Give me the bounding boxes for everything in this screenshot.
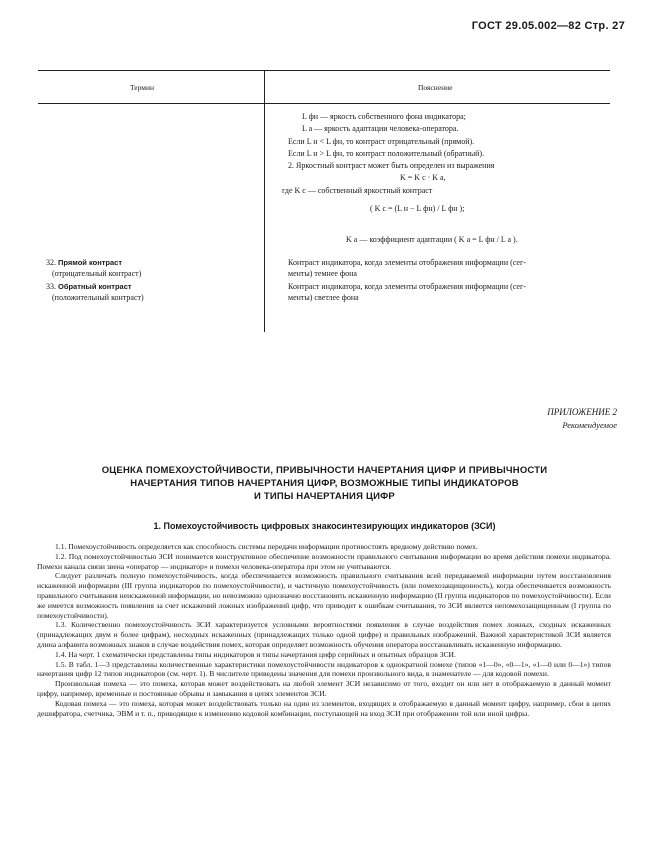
paragraph: 1.3. Количественно помехоустойчивость ЗСИ характеризуется условными вероятностями появления в случае воздействия помех ложных, сходных искаженных (принадлежащих двум и более цифрам), несходных искаженных (принадлежащих только одной цифре) и правильных изображений. Важной характеристикой ЗСИ является длина алфавита возможных знаков в случае воздействия помех, которая определяет возможность обучения оператора восстанавливать искаженную информацию. (37, 620, 611, 649)
def-32-line2: менты) темнее фона (288, 269, 357, 278)
title-line: НАЧЕРТАНИЯ ТИПОВ НАЧЕРТАНИЯ ЦИФР, ВОЗМОЖНЫЕ ТИПЫ ИНДИКАТОРОВ (130, 478, 519, 489)
appendix-title (40, 464, 609, 503)
table-top-rule (38, 70, 610, 71)
def-line: L а — яркость адаптации человека-оператора. (302, 124, 459, 133)
appendix-note: Рекомендуемое (562, 420, 617, 430)
paragraph: 1.1. Помехоустойчивость определяется как способность системы передачи информации противостоять вредному действию помех. (55, 542, 478, 551)
def-32-line1: Контраст индикатора, когда элементы отображения информации (сег- (288, 258, 526, 267)
def-line: где K с — собственный яркостный контраст (282, 186, 433, 195)
def-line: Если L н < L фн, то контраст отрицательный (прямой). (288, 137, 475, 146)
term-name: Обратный контраст (58, 282, 132, 291)
column-header-explanation: Пояснение (418, 83, 453, 92)
table-head-rule (38, 103, 610, 104)
def-33-line1: Контраст индикатора, когда элементы отображения информации (сег- (288, 282, 526, 291)
title-line: ОЦЕНКА ПОМЕХОУСТОЙЧИВОСТИ, ПРИВЫЧНОСТИ НАЧЕРТАНИЯ ЦИФР И ПРИВЫЧНОСТИ (101, 465, 548, 476)
section-heading: 1. Помехоустойчивость цифровых знакосинтезирующих индикаторов (ЗСИ) (153, 521, 496, 531)
term-33 (46, 282, 144, 303)
paragraph: Произвольная помеха — это помеха, которая может воздействовать на любой элемент ЗСИ независимо от того, входит он или нет в отображаемую в данный момент цифру, например, временные и постоянные обрывы и замыкания в цепях элементов ЗСИ. (37, 679, 611, 698)
paragraph: 1.4. На черт. 1 схематически представлены типы индикаторов и типы начертания цифр серийных и опытных образцов ЗСИ. (55, 649, 456, 659)
table-column-divider (264, 70, 265, 332)
contrast-formula: ( K с = (L н − L фн) / L фн ); (370, 204, 465, 213)
paragraph: Кодовая помеха — это помеха, которая может воздействовать только на один из элементов, входящих в отображаемую в данный момент цифру, например, сбои в цепях дешифратора, счетчика, ЭВМ и т. п., приводящие к изменению кодовой комбинации, поступающей на вход ЗСИ при отображении той или иной цифры. (37, 698, 611, 718)
def-line: Если L н > L фн, то контраст положительный (обратный). (288, 149, 485, 158)
term-alt: (положительный контраст) (52, 292, 144, 302)
term-number: 32. (46, 258, 56, 267)
def-line: K = K с · K а, (400, 173, 446, 182)
paragraph: 1.2. Под помехоустойчивостью ЗСИ понимается конструктивное обеспечение возможности правильного считывания информации во время действия помехи индикатора. Помехи канала связи звена «оператор — индикатор» и помехи человека-оператора при этом не учитываются. (37, 551, 611, 571)
def-line: 2. Яркостный контраст может быть определен из выражения (288, 161, 495, 170)
term-alt: (отрицательный контраст) (52, 268, 142, 278)
paragraph: 1.5. В табл. 1—3 представлены количественные характеристики помехоустойчивости индикаторов к однократной помехе (типов «1—0», «0—1», «1—0 или 0—1») типов начертания цифр 12 типов индикаторов (см. черт. 1). В числителе приведены значения для помехи произвольного вида, в знаменателе — для кодовой помехи. (37, 659, 611, 679)
adaptation-formula: K а — коэффициент адаптации ( K а = L фн / L а ). (346, 235, 518, 244)
page-header: ГОСТ 29.05.002—82 Стр. 27 (471, 20, 625, 32)
paragraph: Следует различать полную помехоустойчивость, когда обеспечивается возможность правильного считывания всей передаваемой информации путем восстановления искаженной информации (III группа индикаторов по помехоустойчивости), и частичную помехоустойчивость (или помехозащищенность), когда обеспечивается возможность правильного считывания неискаженной информации, но невозможно однозначно восстановить искаженную информацию (II группа индикаторов по помехоустойчивости). Если же имеется возможность появления за счет искажений ложных изображений цифр, что приводит к ошибкам считывания, то ЗСИ является непомехозащищенным (I группа по помехоустойчивости). (37, 571, 611, 620)
term-32 (46, 258, 141, 279)
body-text (37, 542, 611, 718)
appendix-label: ПРИЛОЖЕНИЕ 2 (547, 407, 617, 417)
def-line: L фн — яркость собственного фона индикатора; (302, 112, 466, 121)
def-33-line2: менты) светлее фона (288, 293, 359, 302)
term-name: Прямой контраст (58, 258, 123, 267)
column-header-term: Термин (130, 83, 155, 92)
title-line: И ТИПЫ НАЧЕРТАНИЯ ЦИФР (254, 491, 395, 502)
term-number: 33. (46, 282, 56, 291)
